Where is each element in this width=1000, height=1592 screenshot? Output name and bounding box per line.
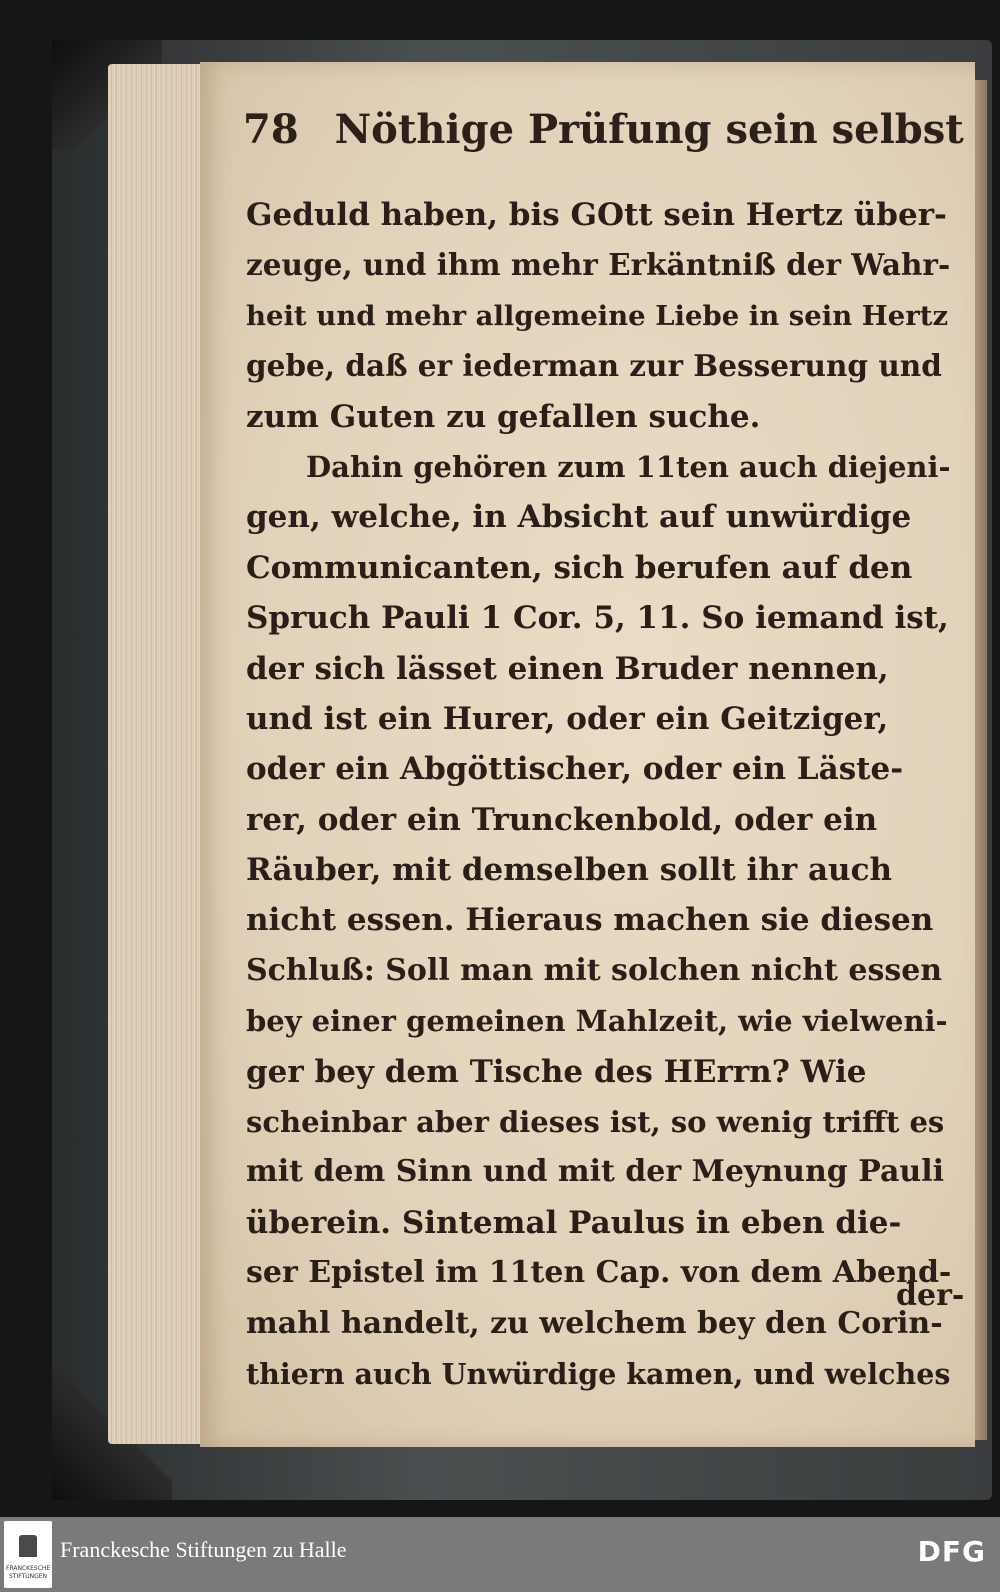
- text-line: bey einer gemeinen Mahlzeit, wie vielweni-: [246, 1004, 948, 1039]
- logo-caption: FRANCKESCHE STIFTUNGEN: [6, 1565, 51, 1580]
- text-line: scheinbar aber dieses ist, so wenig trifft es: [246, 1105, 945, 1140]
- text-line: Communicanten, sich berufen auf den: [246, 549, 913, 586]
- dfg-logo[interactable]: DFG: [917, 1535, 986, 1568]
- text-line: und ist ein Hurer, oder ein Geitziger,: [246, 700, 889, 737]
- text-line: der sich lässet einen Bruder nennen,: [246, 650, 889, 687]
- text-line: zum Guten zu gefallen suche.: [246, 398, 761, 435]
- text-line: Spruch Pauli 1 Cor. 5, 11. So iemand ist,: [246, 600, 949, 637]
- text-line: gen, welche, in Absicht auf unwürdige: [246, 499, 912, 536]
- body-text: [246, 190, 951, 1399]
- text-line: Räuber, mit demselben sollt ihr auch: [246, 852, 893, 889]
- text-line: nicht essen. Hieraus machen sie diesen: [246, 902, 934, 939]
- text-line: ser Epistel im 11ten Cap. von dem Abend-: [246, 1255, 952, 1291]
- text-line: überein. Sintemal Paulus in eben die-: [246, 1204, 902, 1241]
- footer-bar: [0, 1517, 1000, 1592]
- text-line: gebe, daß er iederman zur Besserung und: [246, 348, 942, 384]
- page-header: [243, 100, 963, 160]
- institution-name[interactable]: Franckesche Stiftungen zu Halle: [60, 1537, 347, 1562]
- text-line: zeuge, und ihm mehr Erkäntniß der Wahr-: [246, 247, 951, 283]
- text-line: Geduld haben, bis GOtt sein Hertz über-: [246, 197, 947, 233]
- page-number: 78: [243, 106, 299, 153]
- text-line: heit und mehr allgemeine Liebe in sein Hertz: [246, 299, 949, 332]
- institution-logo[interactable]: [4, 1521, 52, 1588]
- text-line: Dahin gehören zum 11ten auch diejeni-: [306, 449, 951, 484]
- text-line: mit dem Sinn und mit der Meynung Pauli: [246, 1154, 944, 1190]
- text-line: Schluß: Soll man mit solchen nicht essen: [246, 952, 943, 988]
- running-title: Nöthige Prüfung sein selbst: [334, 106, 964, 153]
- text-line: thiern auch Unwürdige kamen, und welches: [246, 1356, 951, 1391]
- catchword: der-: [896, 1278, 965, 1313]
- text-line: ger bey dem Tische des HErrn? Wie: [246, 1053, 867, 1090]
- text-line: oder ein Abgöttischer, oder ein Läste-: [246, 751, 904, 788]
- text-line: rer, oder ein Trunckenbold, oder ein: [246, 801, 878, 838]
- building-icon: [19, 1535, 37, 1557]
- text-line: mahl handelt, zu welchem bey den Corin-: [246, 1305, 943, 1341]
